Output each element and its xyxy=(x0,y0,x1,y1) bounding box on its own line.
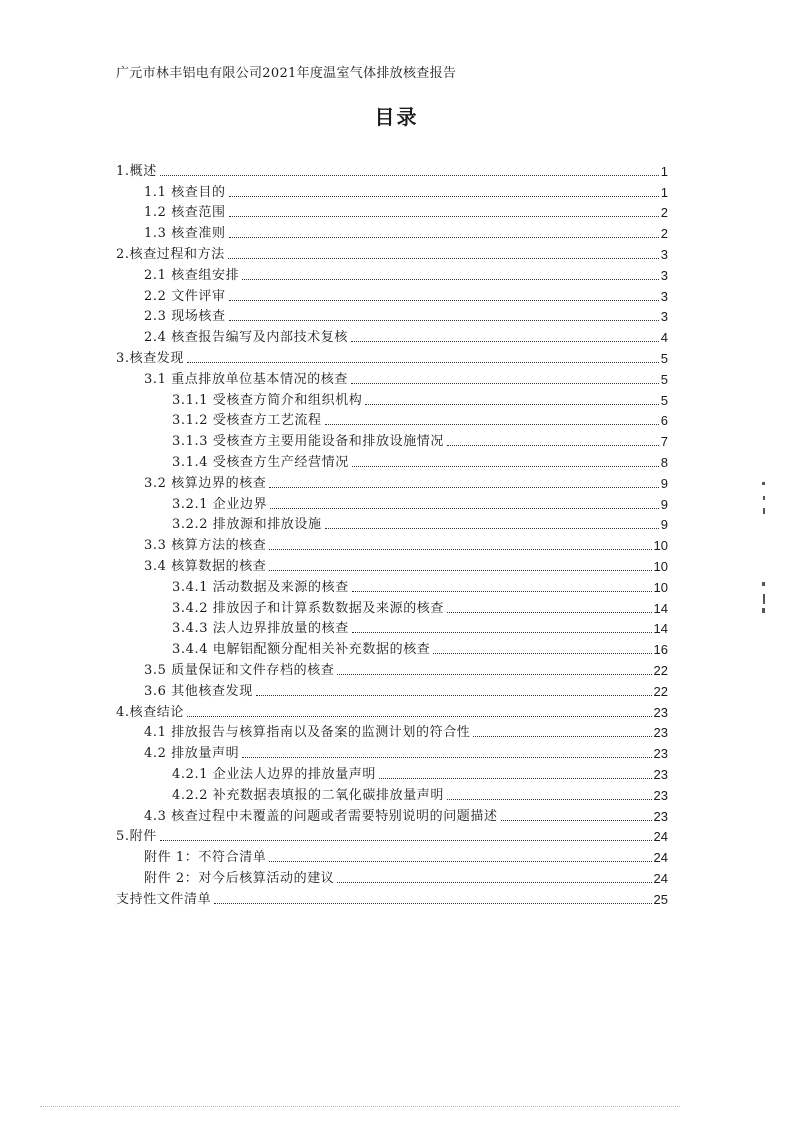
toc-entry-title: 3.2 核算边界的核查 xyxy=(144,475,267,491)
toc-entry[interactable] xyxy=(116,553,668,574)
toc-entry[interactable] xyxy=(116,470,668,491)
dot-leader xyxy=(352,466,659,467)
dot-leader xyxy=(229,300,659,301)
toc-entry-page: 16 xyxy=(653,642,668,658)
dot-leader xyxy=(256,695,652,696)
dot-leader xyxy=(447,445,659,446)
toc-entry[interactable] xyxy=(116,512,668,533)
toc-entry-page: 5 xyxy=(660,371,668,387)
dot-leader xyxy=(269,861,651,862)
toc-entry-page: 24 xyxy=(653,850,668,866)
toc-entry-title: 3.核查发现 xyxy=(116,350,185,366)
toc-entry-title: 4.核查结论 xyxy=(116,704,185,720)
dot-leader xyxy=(229,237,659,238)
toc-entry-page: 10 xyxy=(653,538,668,554)
dot-leader xyxy=(269,549,651,550)
scan-artifact xyxy=(762,608,765,613)
toc-entry-title: 1.1 核查目的 xyxy=(144,184,226,200)
toc-entry[interactable] xyxy=(116,449,668,470)
dot-leader xyxy=(187,716,652,717)
toc-entry-page: 1 xyxy=(660,163,668,179)
dot-leader xyxy=(337,882,651,883)
toc-entry[interactable] xyxy=(116,865,668,886)
dot-leader xyxy=(229,196,659,197)
toc-entry[interactable] xyxy=(116,366,668,387)
dot-leader xyxy=(433,653,651,654)
toc-entry-page: 2 xyxy=(660,205,668,221)
toc-entry-title: 支持性文件清单 xyxy=(116,891,212,907)
toc-entry-title: 2.核查过程和方法 xyxy=(116,246,225,262)
dot-leader xyxy=(337,674,651,675)
toc-entry-page: 10 xyxy=(653,579,668,595)
scan-artifact xyxy=(762,482,765,485)
toc-entry-page: 14 xyxy=(653,600,668,616)
dot-leader xyxy=(365,404,658,405)
dot-leader xyxy=(229,216,659,217)
toc-entry-title: 1.3 核查准则 xyxy=(144,226,226,242)
toc-entry-title: 2.1 核查组安排 xyxy=(144,267,240,283)
dot-leader xyxy=(187,362,659,363)
toc-entry-title: 3.2.1 企业边界 xyxy=(172,496,268,512)
dot-leader xyxy=(473,736,651,737)
toc-entry-title: 3.1 重点排放单位基本情况的核查 xyxy=(144,371,349,387)
toc-entry[interactable] xyxy=(116,220,668,241)
toc-entry-page: 25 xyxy=(653,891,668,907)
toc-entry-page: 1 xyxy=(660,184,668,200)
toc-entry-page: 23 xyxy=(653,704,668,720)
dot-leader xyxy=(270,508,659,509)
toc-entry[interactable] xyxy=(116,824,668,845)
dot-leader xyxy=(269,570,651,571)
toc-entry-page: 4 xyxy=(660,330,668,346)
toc-entry-title: 3.5 质量保证和文件存档的核查 xyxy=(144,662,335,678)
dot-leader xyxy=(351,383,659,384)
toc-entry-page: 9 xyxy=(660,517,668,533)
dot-leader xyxy=(325,424,659,425)
toc-entry-title: 2.2 文件评审 xyxy=(144,288,226,304)
toc-entry-page: 23 xyxy=(653,766,668,782)
dot-leader xyxy=(352,591,652,592)
toc-entry-page: 22 xyxy=(653,683,668,699)
toc-entry-title: 3.3 核算方法的核查 xyxy=(144,538,267,554)
toc-entry-page: 23 xyxy=(653,808,668,824)
toc-entry[interactable] xyxy=(116,241,668,262)
dot-leader xyxy=(379,778,652,779)
dot-leader xyxy=(352,632,652,633)
toc-entry-title: 3.1.4 受核查方生产经营情况 xyxy=(172,454,349,470)
toc-entry[interactable] xyxy=(116,428,668,449)
running-header: 广元市林丰铝电有限公司2021年度温室气体排放核查报告 xyxy=(116,66,457,81)
toc-entry[interactable] xyxy=(116,636,668,657)
toc-entry-title: 4.2 排放量声明 xyxy=(144,746,240,762)
toc-entry-page: 14 xyxy=(653,621,668,637)
toc-entry-page: 10 xyxy=(653,558,668,574)
toc-entry-page: 23 xyxy=(653,787,668,803)
scan-artifact xyxy=(40,1104,680,1107)
dot-leader xyxy=(228,258,659,259)
dot-leader xyxy=(351,341,659,342)
toc-entry-title: 4.1 排放报告与核算指南以及备案的监测计划的符合性 xyxy=(144,725,471,741)
toc-entry-title: 2.3 现场核查 xyxy=(144,309,226,325)
toc-entry-title: 3.1.1 受核查方简介和组织机构 xyxy=(172,392,363,408)
toc-entry-title: 3.4.1 活动数据及来源的核查 xyxy=(172,579,349,595)
toc-entry-page: 2 xyxy=(660,226,668,242)
toc-entry[interactable] xyxy=(116,324,668,345)
toc-entry-title: 3.4.2 排放因子和计算系数数据及来源的核查 xyxy=(172,600,445,616)
toc-entry[interactable] xyxy=(116,532,668,553)
dot-leader xyxy=(242,279,659,280)
toc-entry-title: 3.4.3 法人边界排放量的核查 xyxy=(172,621,349,637)
toc-entry-page: 9 xyxy=(660,475,668,491)
toc-entry[interactable] xyxy=(116,740,668,761)
toc-entry-title: 3.6 其他核查发现 xyxy=(144,683,253,699)
toc-entry-page: 23 xyxy=(653,725,668,741)
toc-entry[interactable] xyxy=(116,720,668,741)
toc-entry[interactable] xyxy=(116,262,668,283)
toc-entry-title: 1.概述 xyxy=(116,163,157,179)
toc-entry[interactable] xyxy=(116,158,668,179)
toc-entry-page: 9 xyxy=(660,496,668,512)
dot-leader xyxy=(325,528,659,529)
toc-entry-page: 8 xyxy=(660,454,668,470)
toc-entry[interactable] xyxy=(116,408,668,429)
scan-artifact xyxy=(763,594,765,604)
toc-entry-page: 24 xyxy=(653,870,668,886)
toc-entry-title: 4.2.1 企业法人边界的排放量声明 xyxy=(172,766,377,782)
toc-entry[interactable] xyxy=(116,678,668,699)
page-title: 目录 xyxy=(374,105,419,129)
toc-entry-title: 2.4 核查报告编写及内部技术复核 xyxy=(144,330,349,346)
dot-leader xyxy=(447,799,652,800)
dot-leader xyxy=(447,612,652,613)
dot-leader xyxy=(242,757,651,758)
toc-entry[interactable] xyxy=(116,782,668,803)
toc-entry-title: 1.2 核查范围 xyxy=(144,205,226,221)
toc-entry-page: 24 xyxy=(653,829,668,845)
toc-entry-title: 3.4 核算数据的核查 xyxy=(144,558,267,574)
toc-entry-page: 3 xyxy=(660,288,668,304)
scan-artifact xyxy=(763,496,765,500)
toc-entry[interactable] xyxy=(116,574,668,595)
toc-entry[interactable] xyxy=(116,761,668,782)
toc-entry-title: 5.附件 xyxy=(116,829,157,845)
dot-leader xyxy=(269,487,658,488)
toc-entry[interactable] xyxy=(116,283,668,304)
toc-entry-page: 3 xyxy=(660,267,668,283)
dot-leader xyxy=(229,320,659,321)
toc-entry[interactable] xyxy=(116,491,668,512)
toc-entry-page: 23 xyxy=(653,746,668,762)
toc-entry-title: 附件 2：对今后核算活动的建议 xyxy=(144,870,335,886)
toc-entry[interactable] xyxy=(116,387,668,408)
toc-entry-title: 3.1.3 受核查方主要用能设备和排放设施情况 xyxy=(172,434,445,450)
toc-entry[interactable] xyxy=(116,803,668,824)
scan-artifact xyxy=(762,582,765,586)
dot-leader xyxy=(160,840,652,841)
toc-entry-title: 4.3 核查过程中未覆盖的问题或者需要特别说明的问题描述 xyxy=(144,808,498,824)
toc-entry-page: 6 xyxy=(660,413,668,429)
toc-entry-title: 3.2.2 排放源和排放设施 xyxy=(172,517,322,533)
table-of-contents xyxy=(116,158,668,907)
toc-entry[interactable] xyxy=(116,304,668,325)
toc-entry[interactable] xyxy=(116,886,668,907)
toc-entry[interactable] xyxy=(116,179,668,200)
toc-entry-page: 5 xyxy=(660,392,668,408)
toc-entry-page: 22 xyxy=(653,662,668,678)
toc-entry[interactable] xyxy=(116,699,668,720)
toc-entry[interactable] xyxy=(116,345,668,366)
toc-entry-title: 4.2.2 补充数据表填报的二氧化碳排放量声明 xyxy=(172,787,445,803)
dot-leader xyxy=(160,175,659,176)
toc-entry-title: 附件 1：不符合清单 xyxy=(144,850,267,866)
toc-entry[interactable] xyxy=(116,200,668,221)
scan-artifact xyxy=(763,508,765,514)
dot-leader xyxy=(501,820,652,821)
toc-entry[interactable] xyxy=(116,595,668,616)
toc-entry-title: 3.4.4 电解铝配额分配相关补充数据的核查 xyxy=(172,642,431,658)
toc-entry-page: 3 xyxy=(660,246,668,262)
toc-entry-page: 3 xyxy=(660,309,668,325)
dot-leader xyxy=(214,903,651,904)
toc-entry[interactable] xyxy=(116,657,668,678)
toc-entry-page: 5 xyxy=(660,350,668,366)
toc-entry[interactable] xyxy=(116,616,668,637)
toc-entry-page: 7 xyxy=(660,434,668,450)
toc-entry-title: 3.1.2 受核查方工艺流程 xyxy=(172,413,322,429)
toc-entry[interactable] xyxy=(116,844,668,865)
